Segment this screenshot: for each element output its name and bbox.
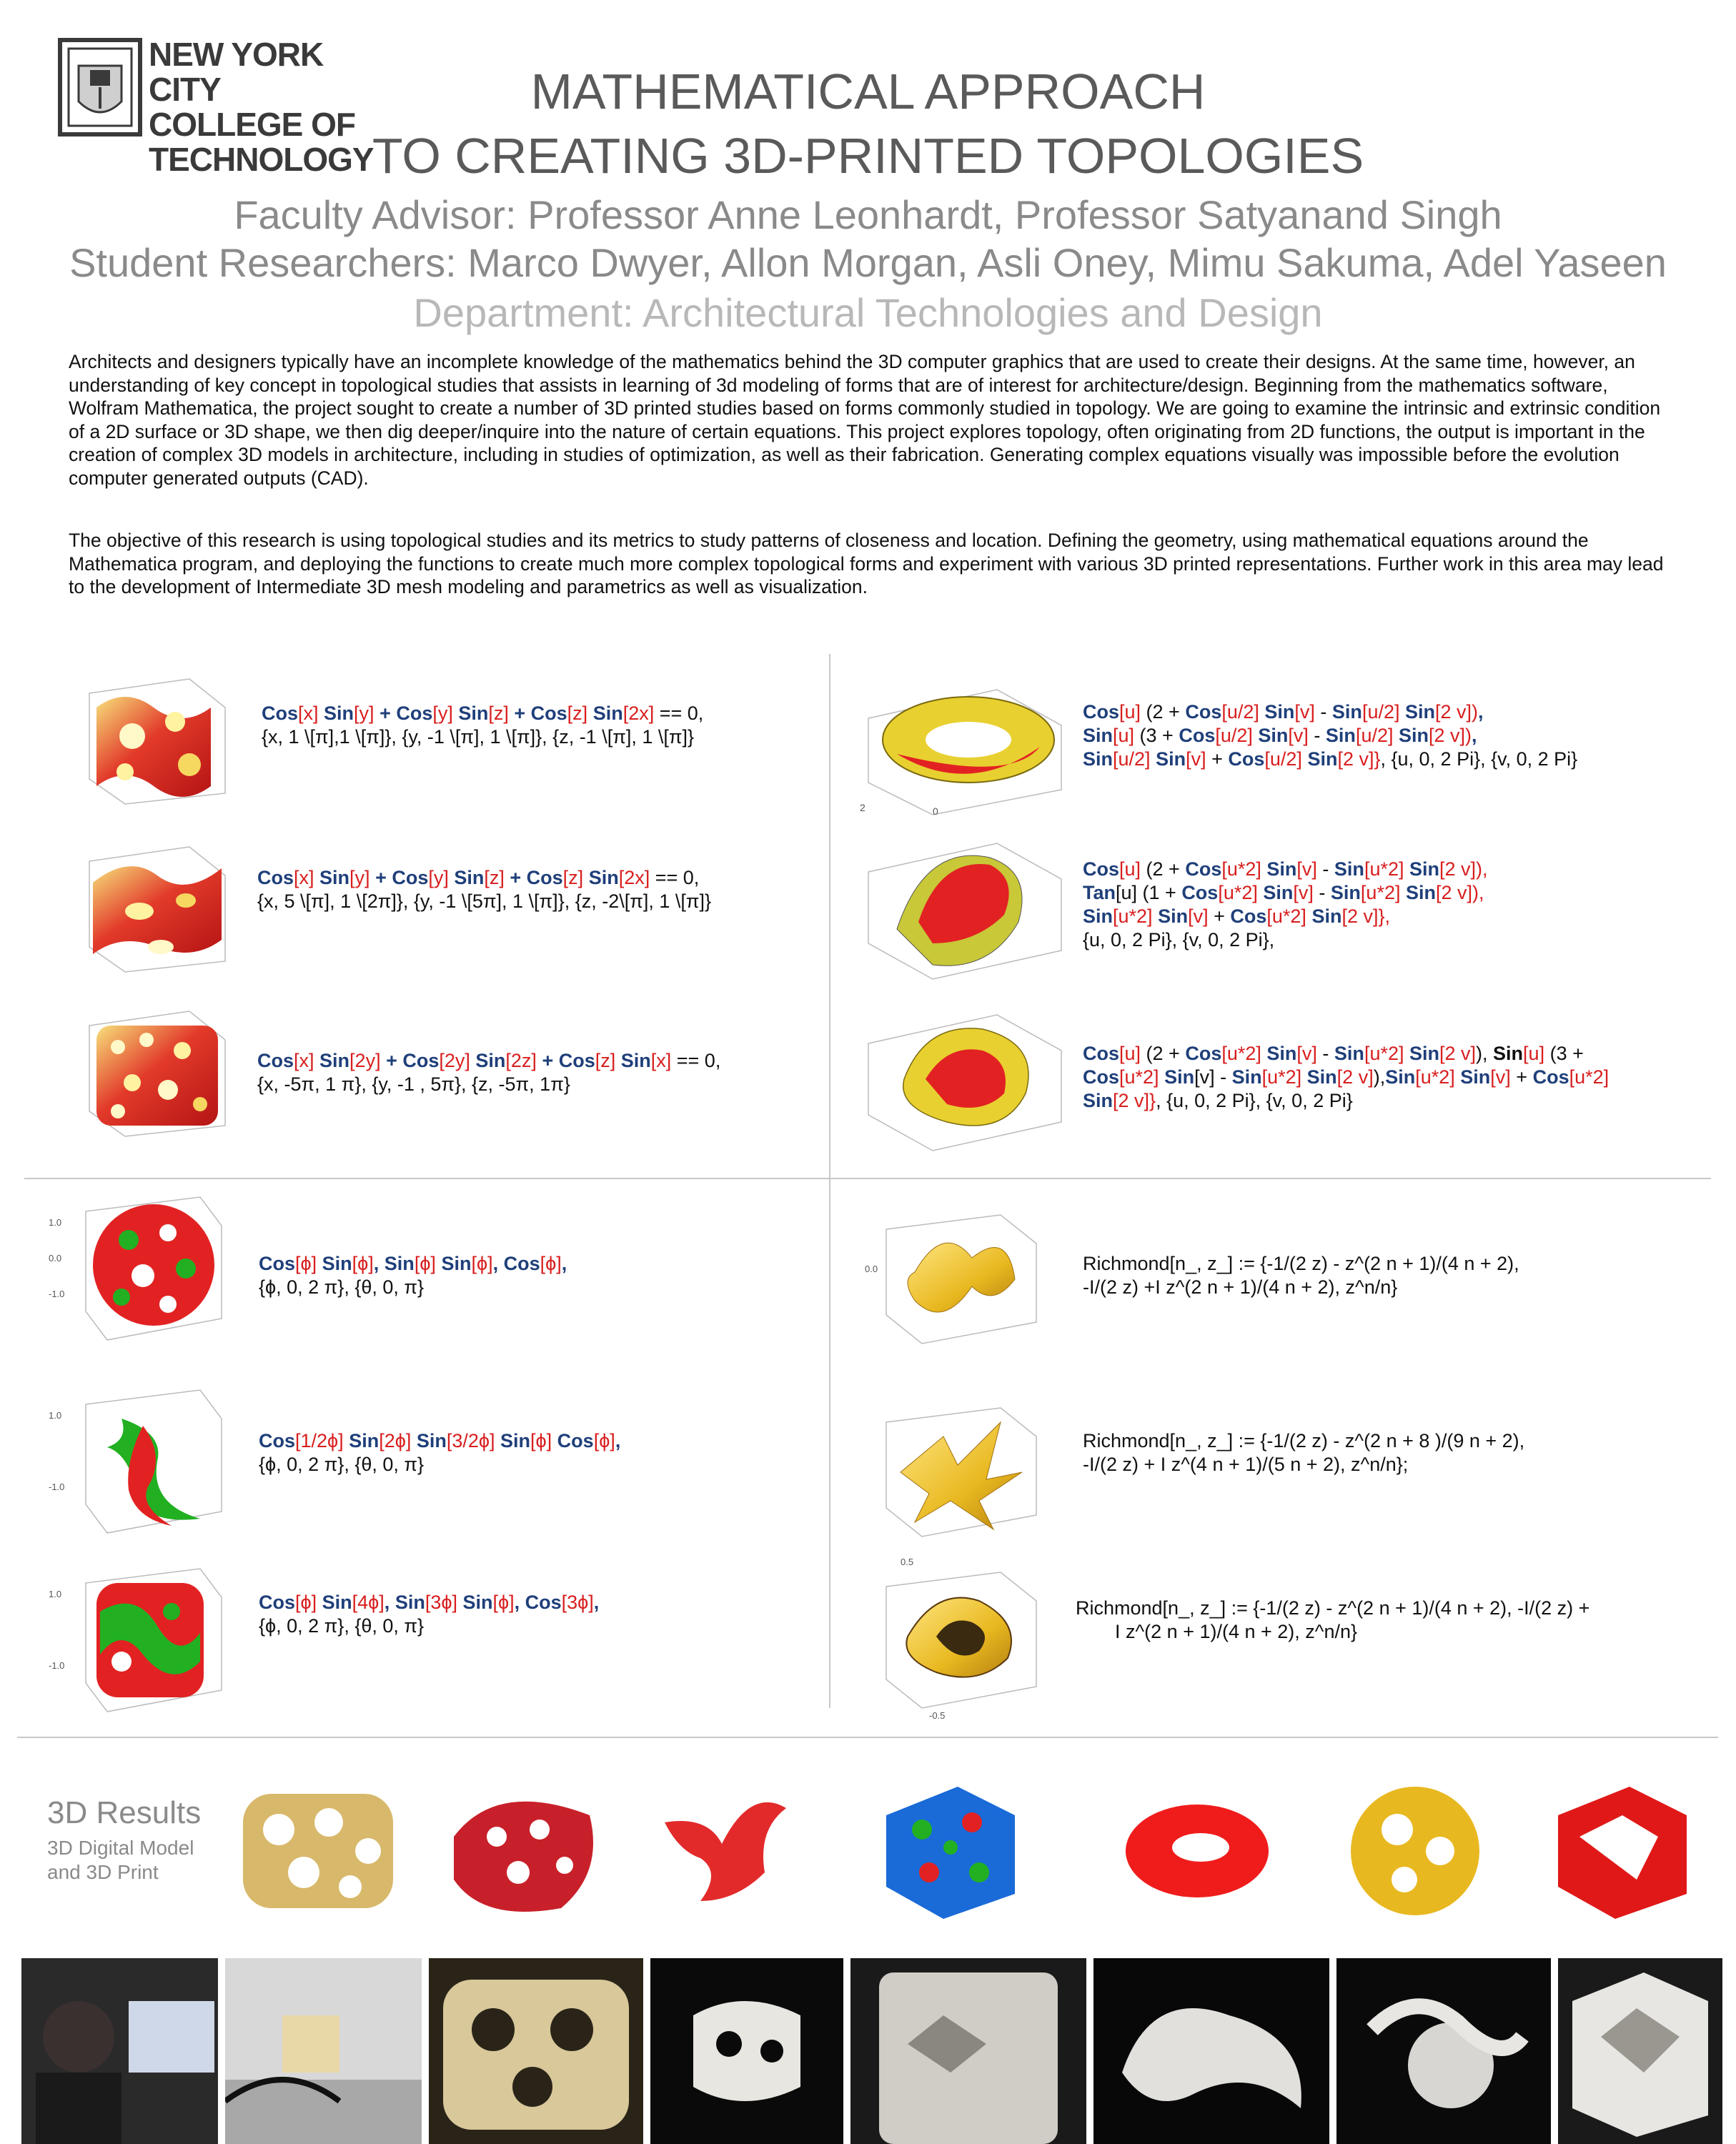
results-subtitle-line2: and 3D Print xyxy=(47,1861,159,1883)
svg-text:-1.0: -1.0 xyxy=(49,1482,65,1492)
richmond-plot-1 xyxy=(858,1201,1043,1351)
svg-text:1.0: 1.0 xyxy=(49,1217,62,1228)
gyroid-plot-2 xyxy=(68,833,239,976)
result-model-cube-multicolor xyxy=(865,1772,1029,1922)
abstract-paragraph-2: The objective of this research is using topological studies and its metrics to study patterns of closeness and location. Defining the geometry, using mathematical equations around the Mathematica program, and deploying the functions to create much more complex topological forms and experiment with various 3D printed representations. Further work in this area may lead to the development of Intermediate 3D mesh modeling and parametrics as well as visualization. xyxy=(69,530,1664,597)
photo-gyroid-print-sphere xyxy=(1336,1958,1551,2144)
equation-richmond-1: Richmond[n_, z_] := {-1/(2 z) - z^(2 n + 1)/(4 n + 2), -I/(2 z) +I z^(2 n + 1)/(4 n + 2), z^n/n} xyxy=(1083,1253,1519,1298)
department: Department: Architectural Technologies and Design xyxy=(413,290,1323,335)
equation-sphere-1: Cos[ϕ] Sin[ϕ], Sin[ϕ] Sin[ϕ], Cos[ϕ], {ϕ, 0, 2 π}, {θ, 0, π} xyxy=(259,1253,567,1298)
equation-sphere-2: Cos[1/2ϕ] Sin[2ϕ] Sin[3/2ϕ] Sin[ϕ] Cos[ϕ], {ϕ, 0, 2 π}, {θ, 0, π} xyxy=(259,1430,621,1475)
photo-gyroid-print-gold xyxy=(429,1958,643,2144)
photo-cube-print-white xyxy=(1558,1958,1722,2144)
svg-text:-0.5: -0.5 xyxy=(929,1710,946,1721)
sphere-plot-1 xyxy=(43,1183,229,1354)
college-name: NEW YORK CITY COLLEGE OF TECHNOLOGY xyxy=(149,36,374,178)
results-subtitle-line1: 3D Digital Model xyxy=(47,1837,194,1859)
equation-klein-3: Cos[u] (2 + Cos[u*2] Sin[v] - Sin[u*2] Sin[2 v]), Sin[u] (3 + Cos[u*2] Sin[v] - Sin[u*2] Sin[2 v]),Sin[u*2] Sin[v] + Cos[u*2] Sin[2 v]}, {u, 0, 2 Pi}, {v, 0, 2 Pi} xyxy=(1083,1043,1609,1111)
abstract-paragraph-1: Architects and designers typically have an incomplete knowledge of the mathematics behind the 3D computer graphics that are used to create their designs. At the same time, however, an understanding of key concept in topological studies that assists in learning of 3d modeling of forms that are of interest for architecture/design. Beginning from the mathematics software, Wolfram Mathematica, the project sought to create a number of 3D printed studies based on forms commonly studied in topology. We are going to examine the intrinsic and extrinsic condition of a 2D surface or 3D shape, we then dig deeper/inquire into the nature of certain equations. This project explores topology, often originating from 2D functions, the output is important in the creation of complex 3D models in architecture, including in studies of optimization, as well as their fabrication. Generating complex equations visually was impossible before the evolution computer generated outputs (CAD). xyxy=(69,351,1661,489)
equation-gyroid-3: Cos[x] Sin[2y] + Cos[2y] Sin[2z] + Cos[z] Sin[x] == 0, {x, -5π, 1 π}, {y, -1 , 5π}, {z, -5π, 1π} xyxy=(257,1050,721,1095)
result-model-knot-red xyxy=(1115,1772,1279,1922)
faculty-advisor: Faculty Advisor: Professor Anne Leonhardt, Professor Satyanand Singh xyxy=(234,192,1502,237)
svg-text:0: 0 xyxy=(933,805,938,817)
photo-gyroid-print-white xyxy=(650,1958,843,2144)
result-model-cube-red xyxy=(1537,1772,1701,1922)
photo-printer-bed xyxy=(225,1958,422,2144)
richmond-plot-3 xyxy=(858,1551,1043,1722)
student-researchers: Student Researchers: Marco Dwyer, Allon Morgan, Asli Oney, Mimu Sakuma, Adel Yaseen xyxy=(69,240,1667,285)
svg-text:1.0: 1.0 xyxy=(49,1589,62,1599)
equation-richmond-3: Richmond[n_, z_] := {-1/(2 z) - z^(2 n + 1)/(4 n + 2), -I/(2 z) + I z^(2 n + 1)/(4 n + 2), z^n/n} xyxy=(1076,1597,1590,1642)
results-divider xyxy=(17,1737,1718,1738)
poster-title-line2: TO CREATING 3D-PRINTED TOPOLOGIES xyxy=(372,128,1364,184)
result-model-gyroid-red xyxy=(440,1772,604,1922)
klein-bottle-plot-1 xyxy=(854,661,1068,818)
svg-text:1.0: 1.0 xyxy=(49,1410,62,1421)
equation-klein-2: Cos[u] (2 + Cos[u*2] Sin[v] - Sin[u*2] Sin[2 v]), Tan[u] (1 + Cos[u*2] Sin[v] - Sin[u*2] Sin[2 v]), Sin[u*2] Sin[v] + Cos[u*2] Sin[2 v]}, {u, 0, 2 Pi}, {v, 0, 2 Pi}, xyxy=(1083,858,1488,951)
result-model-twist-red xyxy=(643,1772,808,1922)
sphere-plot-3 xyxy=(43,1554,229,1726)
klein-bottle-plot-3 xyxy=(854,993,1068,1158)
equation-gyroid-2: Cos[x] Sin[y] + Cos[y] Sin[z] + Cos[z] Sin[2x] == 0, {x, 5 \[π], 1 \[2π]}, {y, -1 \[5π], 1 \[π]}, {z, -2\[π], 1 \[π]} xyxy=(257,867,712,912)
poster-title-line1: MATHEMATICAL APPROACH xyxy=(530,64,1206,119)
grid-vertical-divider xyxy=(829,654,830,1708)
results-heading: 3D Results xyxy=(47,1795,202,1830)
result-model-gyroid-gold xyxy=(236,1772,400,1922)
equation-gyroid-1: Cos[x] Sin[y] + Cos[y] Sin[z] + Cos[z] Sin[2x] == 0, {x, 1 \[π],1 \[π]}, {y, -1 \[π], 1 \[π]}, {z, -1 \[π], 1 \[π]} xyxy=(262,703,704,748)
sphere-plot-2 xyxy=(43,1376,229,1547)
equation-richmond-2: Richmond[n_, z_] := {-1/(2 z) - z^(2 n + 8 )/(9 n + 2), -I/(2 z) + I z^(4 n + 1)/(5 n + 2), z^n/n}; xyxy=(1083,1430,1525,1475)
photo-knot-print-white xyxy=(1093,1958,1329,2144)
grid-horizontal-divider xyxy=(24,1178,1711,1179)
svg-text:-1.0: -1.0 xyxy=(49,1289,65,1299)
gyroid-plot-3 xyxy=(68,997,239,1140)
photo-researcher-printer xyxy=(21,1958,218,2144)
svg-text:-1.0: -1.0 xyxy=(49,1660,65,1671)
klein-bottle-plot-2 xyxy=(854,822,1068,986)
photo-cube-print-closeup xyxy=(850,1958,1086,2144)
equation-sphere-3: Cos[ϕ] Sin[4ϕ], Sin[3ϕ] Sin[ϕ], Cos[3ϕ], {ϕ, 0, 2 π}, {θ, 0, π} xyxy=(259,1592,600,1637)
svg-text:0.0: 0.0 xyxy=(49,1253,62,1264)
richmond-plot-2 xyxy=(858,1401,1043,1544)
svg-text:2: 2 xyxy=(860,802,865,813)
gyroid-plot-1 xyxy=(68,665,239,808)
svg-text:0.5: 0.5 xyxy=(901,1557,914,1567)
result-model-gyroid-yellow xyxy=(1333,1772,1497,1922)
equation-klein-1: Cos[u] (2 + Cos[u/2] Sin[v] - Sin[u/2] Sin[2 v]), Sin[u] (3 + Cos[u/2] Sin[v] - Sin[u/2] Sin[2 v]), Sin[u/2] Sin[v] + Cos[u/2] Sin[2 v]}, {u, 0, 2 Pi}, {v, 0, 2 Pi} xyxy=(1083,701,1578,770)
svg-text:0.0: 0.0 xyxy=(865,1264,878,1274)
